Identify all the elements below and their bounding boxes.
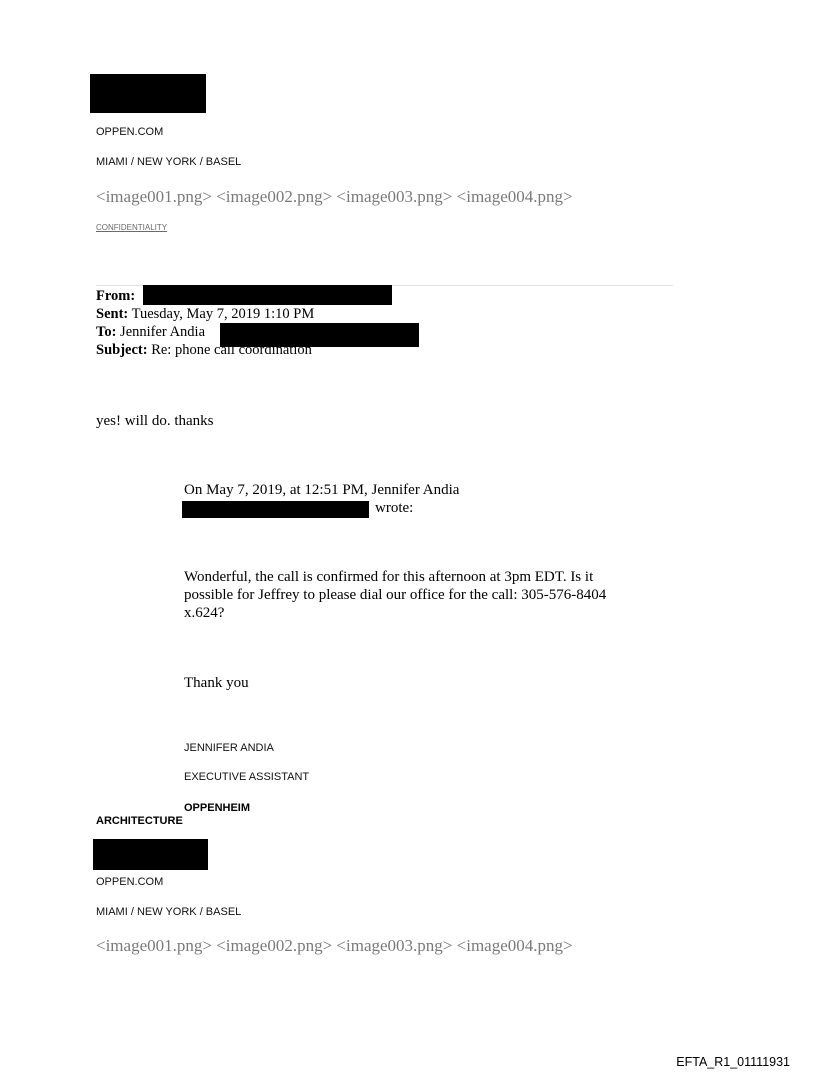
subject-label: Subject:	[96, 342, 148, 358]
confidentiality-link[interactable]: CONFIDENTIALITY	[96, 223, 168, 232]
redacted-logo-top	[90, 74, 206, 113]
locations-top: MIAMI / NEW YORK / BASEL	[96, 156, 242, 168]
sig-name: JENNIFER ANDIA	[184, 742, 274, 754]
header-subject	[96, 341, 312, 359]
header-to	[96, 323, 205, 341]
from-label: From:	[96, 288, 136, 304]
quoted-intro-line2: wrote:	[375, 500, 414, 516]
image-placeholders-top: <image001.png> <image002.png> <image003.png> <image004.png>	[96, 187, 573, 206]
document-id: EFTA_R1_01111931	[676, 1055, 790, 1069]
sig-title: EXECUTIVE ASSISTANT	[184, 771, 310, 783]
subject-value: Re: phone call coordination	[151, 342, 312, 358]
sig-company-line2: ARCHITECTURE	[96, 815, 183, 827]
sent-value: Tuesday, May 7, 2019 1:10 PM	[131, 306, 315, 322]
locations-bottom: MIAMI / NEW YORK / BASEL	[96, 906, 242, 918]
quoted-intro-line1: On May 7, 2019, at 12:51 PM, Jennifer Andia	[184, 482, 460, 498]
reply-body: yes! will do. thanks	[96, 413, 214, 429]
site-link-top[interactable]: OPPEN.COM	[96, 126, 164, 138]
redacted-quoted-email	[182, 501, 369, 518]
quoted-thanks: Thank you	[184, 675, 249, 691]
header-sent	[96, 305, 314, 323]
quoted-para-line2: possible for Jeffrey to please dial our office for the call: 305-576-8404	[184, 587, 607, 603]
redacted-logo-bottom	[93, 839, 208, 870]
sig-company-line1: OPPENHEIM	[184, 802, 251, 814]
to-label: To:	[96, 324, 117, 340]
quoted-para-line3: x.624?	[184, 605, 225, 621]
image-placeholders-bottom: <image001.png> <image002.png> <image003.png> <image004.png>	[96, 936, 573, 955]
header-from	[96, 287, 135, 305]
redacted-from-address	[143, 285, 392, 305]
quoted-para-line1: Wonderful, the call is confirmed for this afternoon at 3pm EDT. Is it	[184, 569, 594, 585]
to-value: Jennifer Andia	[120, 324, 206, 340]
sent-label: Sent:	[96, 306, 129, 322]
site-link-bottom[interactable]: OPPEN.COM	[96, 876, 164, 888]
